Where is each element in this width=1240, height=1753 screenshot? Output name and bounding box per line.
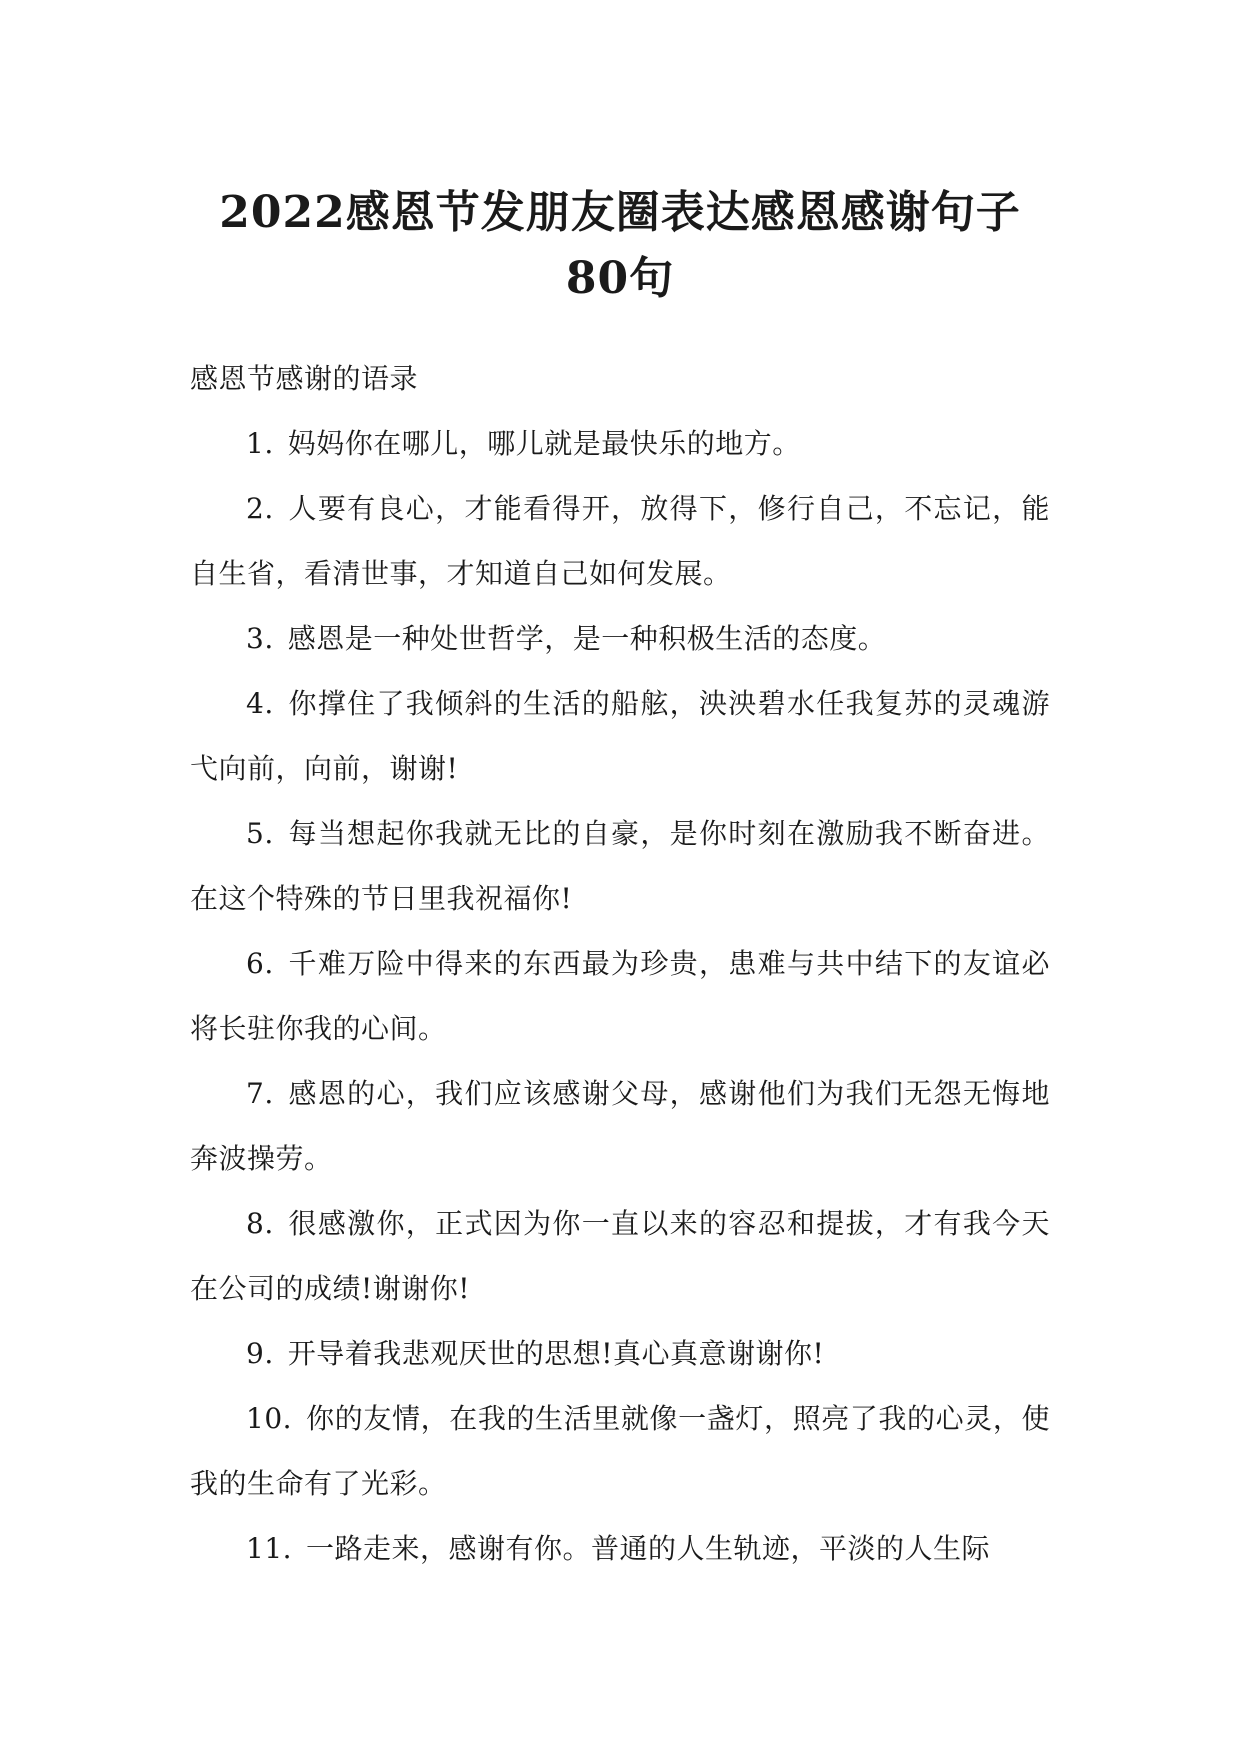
document-body xyxy=(190,346,1050,1581)
list-item xyxy=(190,1516,1050,1581)
item-number: 7. xyxy=(246,1077,274,1110)
item-text: 感恩是一种处世哲学，是一种积极生活的态度。 xyxy=(287,622,887,655)
item-text: 很感激你，正式因为你一直以来的容忍和提拔，才有我今天在公司的成绩!谢谢你! xyxy=(190,1207,1050,1305)
item-text: 你撑住了我倾斜的生活的船舷，泱泱碧水任我复苏的灵魂游弋向前，向前，谢谢! xyxy=(190,687,1050,785)
list-item xyxy=(190,1386,1050,1516)
item-number: 9. xyxy=(246,1337,274,1370)
item-number: 6. xyxy=(246,947,274,980)
item-text: 开导着我悲观厌世的思想!真心真意谢谢你! xyxy=(287,1337,825,1370)
list-item xyxy=(190,1321,1050,1386)
item-text: 妈妈你在哪儿，哪儿就是最快乐的地方。 xyxy=(287,427,801,460)
list-item xyxy=(190,931,1050,1061)
item-text: 千难万险中得来的东西最为珍贵，患难与共中结下的友谊必将长驻你我的心间。 xyxy=(190,947,1050,1045)
section-heading: 感恩节感谢的语录 xyxy=(190,362,419,395)
list-item xyxy=(190,801,1050,931)
item-text: 人要有良心，才能看得开，放得下，修行自己，不忘记，能自生省，看清世事，才知道自己如何发展。 xyxy=(190,492,1050,590)
item-number: 10. xyxy=(246,1402,293,1435)
item-number: 2. xyxy=(246,492,274,525)
item-number: 4. xyxy=(246,687,274,720)
item-number: 11. xyxy=(246,1532,293,1565)
list-item xyxy=(190,671,1050,801)
item-number: 5. xyxy=(246,817,274,850)
page-title xyxy=(150,180,1090,312)
title-line-1: 2022感恩节发朋友圈表达感恩感谢句子 xyxy=(219,187,1021,238)
item-number: 8. xyxy=(246,1207,274,1240)
item-text: 每当想起你我就无比的自豪，是你时刻在激励我不断奋进。在这个特殊的节日里我祝福你! xyxy=(190,817,1050,915)
item-text: 你的友情，在我的生活里就像一盏灯，照亮了我的心灵，使我的生命有了光彩。 xyxy=(190,1402,1050,1500)
title-line-2: 80句 xyxy=(565,253,675,304)
list-item xyxy=(190,1061,1050,1191)
item-number: 1. xyxy=(246,427,274,460)
list-item xyxy=(190,476,1050,606)
item-text: 感恩的心，我们应该感谢父母，感谢他们为我们无怨无悔地奔波操劳。 xyxy=(190,1077,1050,1175)
item-number: 3. xyxy=(246,622,274,655)
list-item xyxy=(190,606,1050,671)
item-text: 一路走来，感谢有你。普通的人生轨迹，平淡的人生际 xyxy=(306,1532,991,1565)
list-item xyxy=(190,1191,1050,1321)
list-item xyxy=(190,411,1050,476)
